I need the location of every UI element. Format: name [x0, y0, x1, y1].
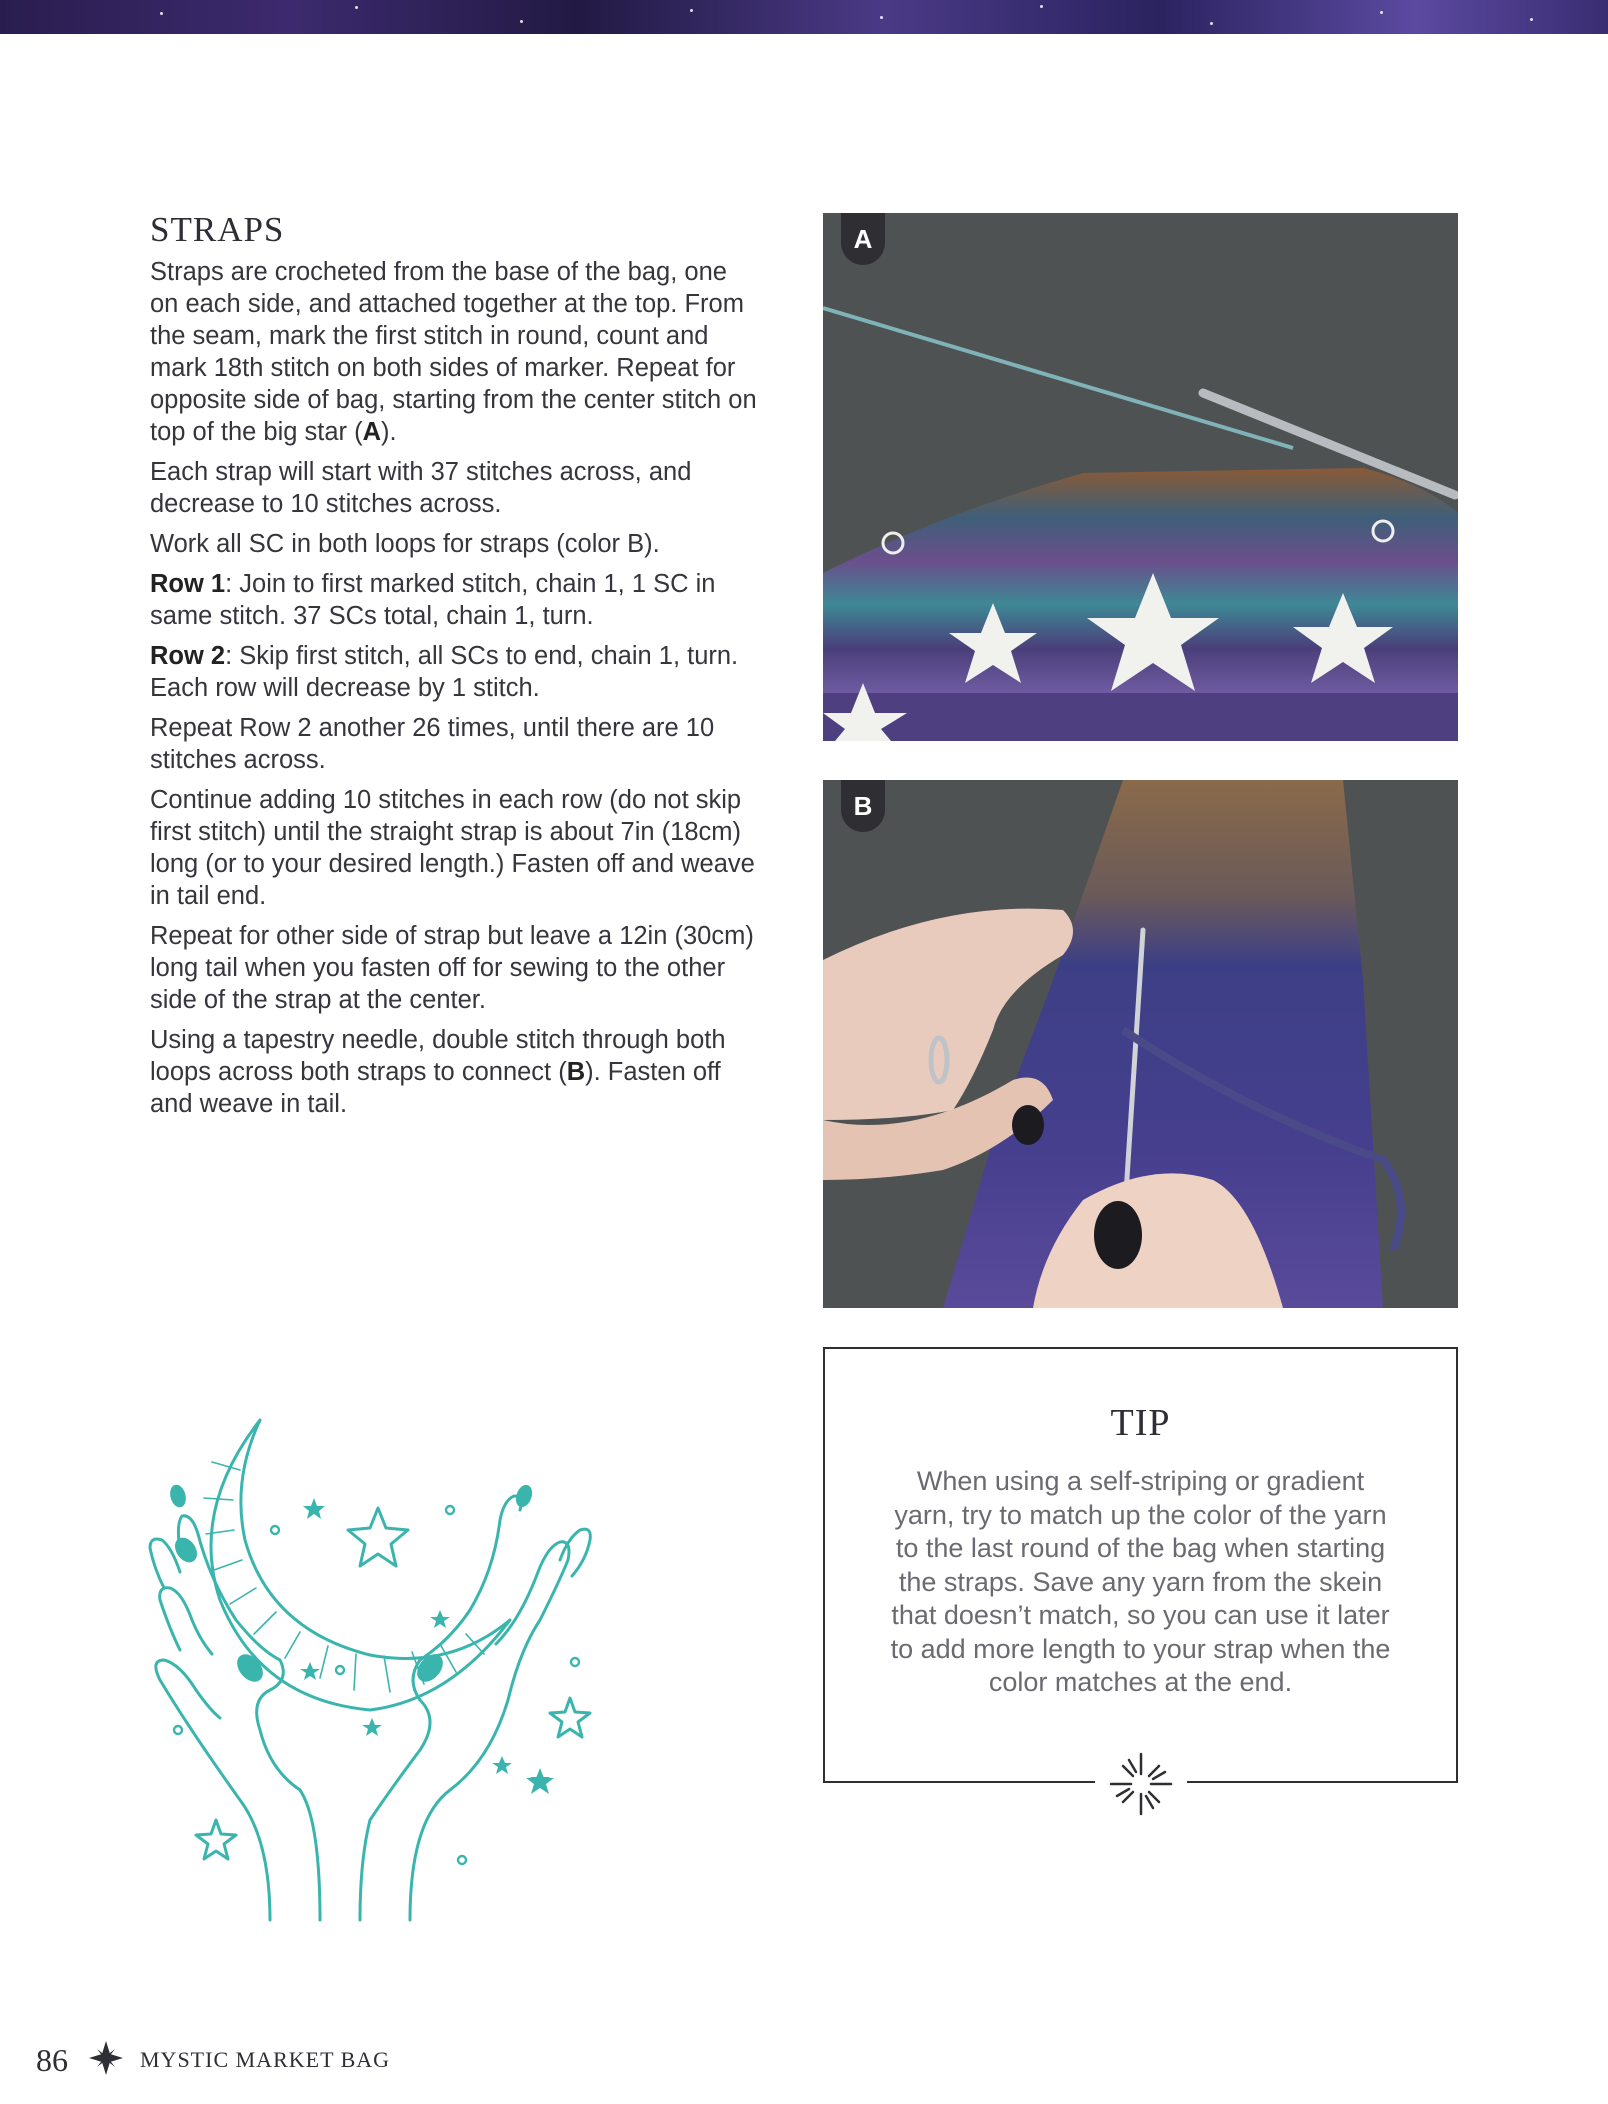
instruction-paragraphs — [150, 256, 760, 1120]
photo-reference: B — [566, 1058, 586, 1086]
page-footer — [36, 2040, 390, 2080]
paragraph-text: Straps are crocheted from the base of the bag, one on each side, and attached together at the top. From the seam, mark the first stitch in round, count and mark 18th stitch on both sides of marker. Repeat for opposite side of bag, starting from the center stitch on top of the big star ( — [150, 258, 757, 446]
instruction-paragraph — [150, 712, 760, 776]
paragraph-text: : Skip first stitch, all SCs to end, chain 1, turn. Each row will decrease by 1 stitch. — [150, 642, 739, 702]
photo-b-image — [823, 780, 1458, 1308]
instruction-paragraph — [150, 920, 760, 1016]
instruction-paragraph — [150, 528, 760, 560]
instruction-paragraph — [150, 640, 760, 704]
page-number: 86 — [36, 2041, 68, 2078]
instruction-paragraph — [150, 456, 760, 520]
row-label: Row 2 — [150, 642, 226, 670]
instruction-paragraph — [150, 568, 760, 632]
paragraph-text: Using a tapestry needle, double stitch through both loops across both straps to connect ( — [150, 1026, 726, 1086]
instruction-paragraph — [150, 784, 760, 912]
book-title: MYSTIC MARKET BAG — [140, 2047, 391, 2072]
paragraph-tail: ). — [381, 418, 397, 446]
paragraph-text: Continue adding 10 stitches in each row (do not skip first stitch) until the straight strap is about 7in (18cm) long (or to your desired length.) Fasten off and weave in tail end. — [150, 786, 755, 910]
photo-reference: A — [362, 418, 382, 446]
left-hand-icon — [150, 1516, 320, 1920]
instructions-column — [150, 210, 760, 1128]
tip-box — [823, 1347, 1458, 1783]
paragraph-tail: ). Fasten off and weave in tail. — [150, 1058, 721, 1118]
photo-a-strap-markers — [823, 213, 1458, 741]
starburst-ornament-icon — [1095, 1749, 1187, 1819]
instruction-paragraph — [150, 1024, 760, 1120]
paragraph-text: : Join to first marked stitch, chain 1, 1 SC in same stitch. 37 SCs total, chain 1, turn. — [150, 570, 716, 630]
paragraph-text: Work all SC in both loops for straps (color B). — [150, 530, 660, 558]
paragraph-text: Each strap will start with 37 stitches across, and decrease to 10 stitches across. — [150, 458, 692, 518]
tip-text: When using a self-striping or gradient yarn, try to match up the color of the yarn to the last round of the bag when starting the straps. Save any yarn from the skein that doesn’t match, so you can use it later to add more length to your strap when the color matches at the end. — [890, 1466, 1391, 1697]
section-title: STRAPS — [150, 210, 285, 249]
photo-b-label: B — [841, 780, 885, 832]
tip-title: TIP — [1110, 1402, 1171, 1444]
star-icon — [348, 1508, 408, 1566]
paragraph-text: Repeat Row 2 another 26 times, until there are 10 stitches across. — [150, 714, 715, 774]
star-icon — [196, 1820, 236, 1859]
star-icon — [550, 1698, 590, 1737]
instruction-paragraph — [150, 256, 760, 448]
photo-b-joining-straps — [823, 780, 1458, 1308]
photo-a-label: A — [841, 213, 885, 265]
paragraph-text: Repeat for other side of strap but leave a 12in (30cm) long tail when you fasten off for sewing to the other side of the strap at the center. — [150, 922, 754, 1014]
galaxy-banner — [0, 0, 1608, 34]
moon-hands-illustration — [120, 1400, 640, 1940]
photo-a-image — [823, 213, 1458, 741]
row-label: Row 1 — [150, 570, 226, 598]
four-point-star-icon — [88, 2040, 124, 2081]
